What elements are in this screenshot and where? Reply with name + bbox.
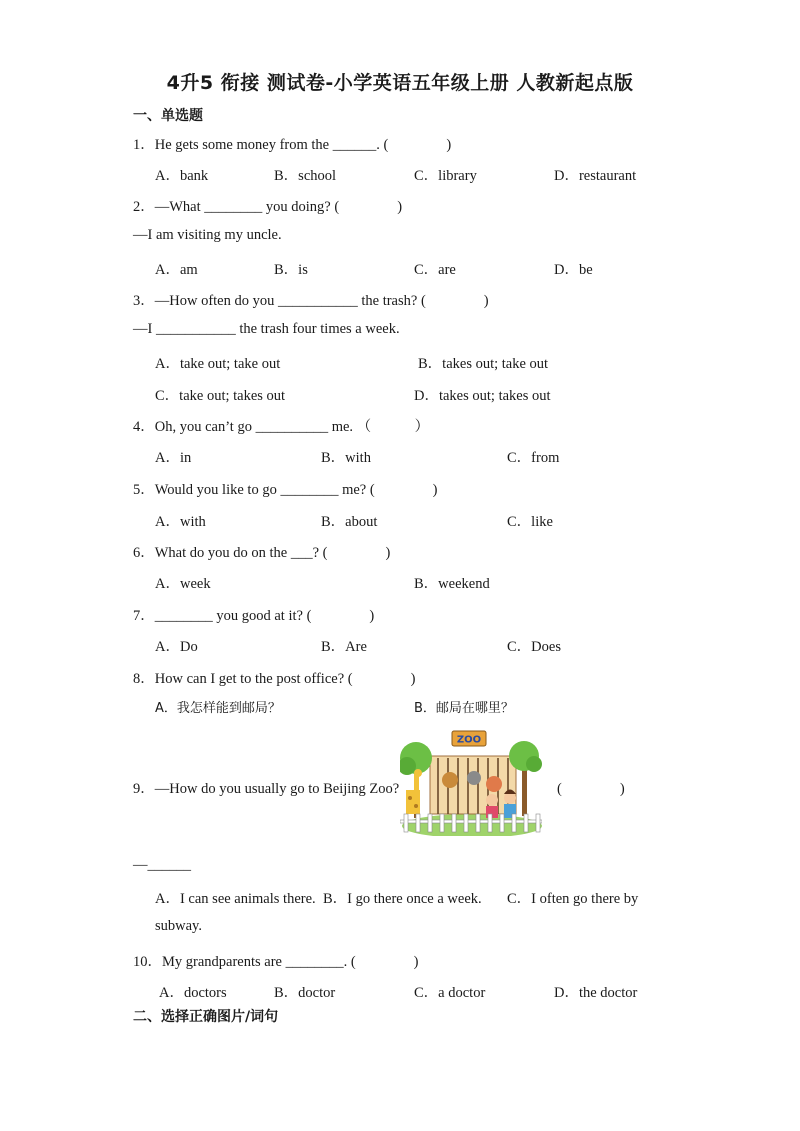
zoo-sign-text: ZOO [456, 734, 482, 746]
q1-option-c[interactable]: C．library [414, 168, 477, 184]
zoo-illustration [400, 728, 542, 836]
question-9-answer-blank: ( ) [557, 781, 625, 797]
q5-option-a[interactable]: A．with [155, 514, 206, 530]
q8-option-a[interactable]: A．我怎样能到邮局？ [155, 701, 281, 716]
question-10: 10．My grandparents are ________. ( ) [133, 954, 419, 970]
q7-option-b[interactable]: B．Are [321, 639, 367, 655]
q2-option-b[interactable]: B．is [274, 262, 308, 278]
q10-option-c[interactable]: C．a doctor [414, 985, 486, 1001]
question-8: 8．How can I get to the post office? ( ) [133, 671, 416, 687]
q3-option-b[interactable]: B．takes out; take out [418, 356, 549, 372]
question-4: 4．Oh, you can’t go __________ me. （ ） [133, 419, 430, 435]
q4-option-c[interactable]: C．from [507, 450, 560, 466]
q10-option-a[interactable]: A．doctors [159, 985, 227, 1001]
q9-option-c[interactable]: C．I often go there by [507, 891, 639, 907]
question-3-reply: —I ___________ the trash four times a week. [133, 321, 400, 337]
q6-option-a[interactable]: A．week [155, 576, 211, 592]
q5-option-c[interactable]: C．like [507, 514, 553, 530]
q3-option-c[interactable]: C．take out; takes out [155, 388, 286, 404]
question-2: 2．—What ________ you doing? ( ) [133, 199, 403, 215]
q1-option-d[interactable]: D．restaurant [554, 168, 637, 184]
q8-option-b[interactable]: B．邮局在哪里？ [414, 701, 514, 716]
question-7: 7．________ you good at it? ( ) [133, 608, 375, 624]
q2-option-c[interactable]: C．are [414, 262, 456, 278]
q3-option-a[interactable]: A．take out; take out [155, 356, 281, 372]
q1-option-a[interactable]: A．bank [155, 168, 209, 184]
q2-option-d[interactable]: D．be [554, 262, 593, 278]
question-5: 5．Would you like to go ________ me? ( ) [133, 482, 438, 498]
q1-option-b[interactable]: B．school [274, 168, 337, 184]
q2-option-a[interactable]: A．am [155, 262, 198, 278]
q7-option-a[interactable]: A．Do [155, 639, 198, 655]
question-2-reply: —I am visiting my uncle. [133, 227, 282, 243]
question-9: 9．—How do you usually go to Beijing Zoo? [133, 781, 400, 797]
question-1: 1．He gets some money from the ______. ( ) [133, 137, 452, 153]
q4-option-b[interactable]: B．with [321, 450, 371, 466]
section-heading-choose-picture: 二、选择正确图片/词句 [133, 1009, 279, 1025]
question-3: 3．—How often do you ___________ the trash? ( ) [133, 293, 489, 309]
q10-option-d[interactable]: D．the doctor [554, 985, 638, 1001]
q5-option-b[interactable]: B．about [321, 514, 378, 530]
q3-option-d[interactable]: D．takes out; takes out [414, 388, 551, 404]
q4-option-a[interactable]: A．in [155, 450, 192, 466]
question-6: 6．What do you do on the ___? ( ) [133, 545, 391, 561]
q9-option-c-wrap: subway. [155, 918, 202, 934]
q7-option-c[interactable]: C．Does [507, 639, 561, 655]
page-title: 4升5 衔接 测试卷-小学英语五年级上册 人教新起点版 [166, 72, 634, 94]
q9-option-b[interactable]: B．I go there once a week. [323, 891, 482, 907]
q10-option-b[interactable]: B．doctor [274, 985, 336, 1001]
q9-option-a[interactable]: A．I can see animals there. [155, 891, 316, 907]
q6-option-b[interactable]: B．weekend [414, 576, 490, 592]
section-heading-single-choice: 一、单选题 [133, 108, 203, 124]
question-9-reply: —______ [133, 857, 191, 873]
